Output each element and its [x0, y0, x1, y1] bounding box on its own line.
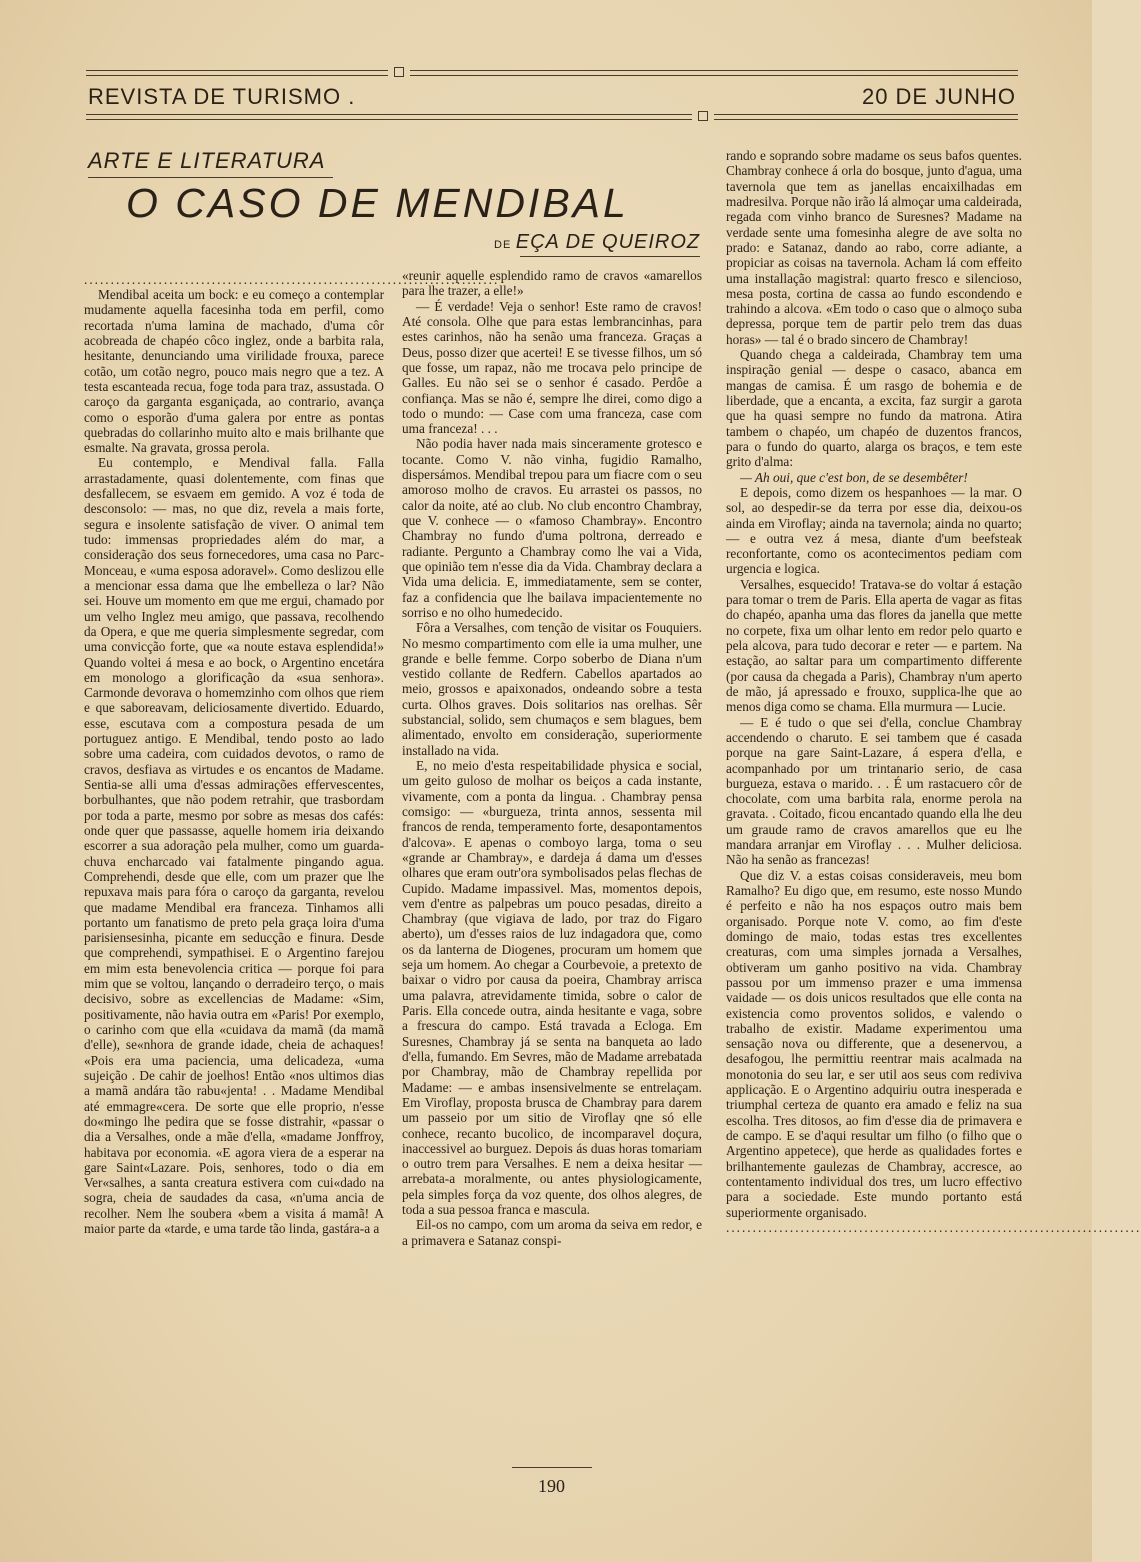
paragraph: — E é tudo o que sei d'ella, conclue Chambray accendendo o charuto. E sei tambem que é casada porque na gare Saint-Lazare, á espera d'ella, e acompanhado por um trintanario serio, de casa burgueza, estava o marido. . . É um rastacuero côr de chocolate, com uma barbita rala, enorme perola na gravata. . Coitado, ficou encantado quando ella lhe deu um graude ramo de cravos amarellos que eu lhe mandara arranjar em Viroflay . . . Mulher deliciosa. Não ha senão as francezas! — [726, 714, 1022, 868]
paragraph: — É verdade! Veja o senhor! Este ramo de cravos! Até consola. Olhe que para estas lembrancinhas, para estes carinhos, não ha senão uma franceza. Graças a Deus, posso dizer que acertei! E se tivesse filhos, um só que fosse, um rapaz, não me trocava pelo principe de Galles. Eu não sei se o senhor é casado. Perdôe a confiança. Mas se não é, sempre lhe direi, como digo a todo o mundo: — Case com uma franceza, case com uma franceza! . . . — [402, 298, 702, 437]
byline-author: EÇA DE QUEIROZ — [515, 231, 701, 253]
column-1 — [84, 272, 500, 1237]
page-number-rule — [512, 1467, 592, 1468]
header-ornament-top — [394, 67, 404, 77]
section-underline — [88, 177, 333, 178]
byline-underline — [520, 256, 700, 257]
page-number: 190 — [538, 1476, 565, 1496]
paragraph: Mendibal aceita um bock: e eu começo a contemplar mudamente aquella facesinha toda em perfil, como recortada n'uma lamina de machado, d'uma côr acobreada de chapéo côco inglez, onde a barbita rala, hesitante, denunciando uma virilidade frouxa, parece cotão, um cotão negro, pouco mais negro que a tez. A testa escanteada recua, foge toda para traz, assustada. O caroço da garganta esganiçada, ao contrario, avança como o esporão d'uma galera por entre as pontas quebradas do collarinho muito alto e mais brilhante que esmalte. Na gravata, grossa perola. — [84, 287, 384, 456]
paragraph: E depois, como dizem os hespanhoes — la mar. O sol, ao despedir-se da terra por esse dia, deixou-os ainda em Viroflay; ainda na tavernola; ainda no quarto; — e outra vez á mesa, diante d'um beefsteak reconfortante, como os acontecimentos pediam com urgencia e logica. — [726, 484, 1022, 577]
paragraph: E, no meio d'esta respeitabilidade physica e social, um geito guloso de molhar os beiços a cada instante, vivamente, com a ponta da lingua. . Chambray pensa comsigo: — «burgueza, trinta annos, sessenta mil francos de renda, temperamento forte, desapontamentos d'alcova». E apenas o comboyo larga, toma o seu «grande ar Chambray», e dardeja á dama um d'esses olhares que eram outr'ora symbolisados pelas flechas de Cupido. Madame impassivel. Mas, momentos depois, vem d'entre as palpebras um pouco pesadas, direito a Chambray (que vigiava de lado, por traz do Figaro aberto), um d'esses raios de luz indagadora que, como os da lanterna de Diogenes, procuram um homem que seja um homem. Ao chegar a Courbevoie, a pretexto de baixar o vidro por causa da poeira, Chambray arrisca uma palavra, atrevidamente timida, sobre o calor de Paris. Ella concede outra, ainda hesitante e vaga, sobre a frescura do campo. Está travada a Ecloga. Em Suresnes, Chambray já se senta na banqueta ao lado d'ella, fumando. Em Sevres, mão de Madame arrebatada por Chambray, mão de Chambray repellida por Madame: — e ambas insensivelmente se entrelaçam. Em Viroflay, proposta brusca de Chambray para darem um passeio por um sitio de Viroflay qne só elle conhece, recanto bucolico, de incomparavel doçura, inaccessivel ao burguez. Depois ás duas horas tomariam o outro trem para Versalhes. E nem a deixa hesitar — arrebata-a moralmente, ou antes physiologicamente, pela simples força da voz quente, dos olhos alegres, de toda a sua pessoa franca e mascula. — [402, 758, 702, 1218]
paragraph: Versalhes, esquecido! Tratava-se do voltar á estação para tomar o trem de Paris. Ella aperta de vagar as fitas do chapéo, apanha uma das flores da janella que mette no corpete, fixa um olhar lento em redor pelo quarto e pela alcova, para tudo decorar e reter — e partem. Na estação, ao saltar para um compartimento differente (por causa da chegada a Paris), Chambray n'um aperto de mão, já apressado e frouxo, supplica-lhe que ao menos diga como se chama. Ella murmura — Lucie. — [726, 576, 1022, 715]
header-ornament-bottom — [698, 111, 708, 121]
ellipsis-leader: .............................................................................. — [84, 272, 500, 287]
byline-prefix: DE — [494, 239, 512, 251]
paragraph: Quando chega a caldeirada, Chambray tem uma inspiração genial — despe o casaco, abanca em mangas de camisa. É um rasgo de bohemia e de liberdade, que a encanta, a excita, faz surgir a garota que ha quasi sempre no fundo da matrona. Atira tambem o chapéo, um chapéo de duzentos francos, para o fundo do quarto, alarga os braços, e tem este grito d'alma: — [726, 347, 1022, 470]
header-top-rule-left — [86, 70, 388, 76]
paragraph: rando e soprando sobre madame os seus bafos quentes. Chambray conhece á orla do bosque, junto d'agua, uma tavernola que tem as janellas encaixilhadas em madresilva. Porque não irão lá almoçar uma caldeirada, regada com vinho branco de Suresnes? Madame na verdade sente uma fomesinha alegre de ave solta no prado: e Satanaz, dando ao rabo, corre adiante, a propiciar as coisas na tavernola. Acham lá com effeito uma installação magistral: quarto fresco e silencioso, mesa posta, cortina de cassa ao fundo escondendo e trahindo a alcova. «Em todo o caso que o almoço suba depressa, porque tem de partir pelo trem das duas horas» — tal é o brado sincero de Chambray! — [726, 148, 1022, 347]
header-top-rule-right — [410, 70, 1018, 76]
paragraph: Eil-os no campo, com um aroma da seiva em redor, e a primavera e Satanaz conspi- — [402, 1217, 702, 1248]
paragraph: — Ah oui, que c'est bon, de se desembêter! — [740, 469, 968, 485]
paragraph: Não podia haver nada mais sinceramente grotesco e tocante. Como V. não vinha, fugidio Ramalho, dispersámos. Mendibal trepou para um fiacre com o seu amoroso molho de cravos. Eu arrastei os passos, no calor da noite, até ao club. No club encontro Chambray, que V. conhece — o «famoso Chambray». Encontro Chambray no fundo d'uma poltrona, derreado e radiante. Pergunto a Chambray como lhe vai a Vida, que opinião tem n'esse dia da Vida. Chambray declara a Vida uma delicia. E, immediatamente, sem se conter, faz a confidencia que lhe bailava impacientemente no sorriso e no olho humedecido. — [402, 436, 702, 620]
paragraph: Eu contemplo, e Mendival falla. Falla arrastadamente, quasi dolentemente, com finas que desfallecem, se esvaem em gemido. A voz é toda de desconsolo: — mas, no que diz, revela a mais forte, segura e insolente satisfação de viver. O animal tem tudo: immensas propriedades além do mar, a consideração dos seus fornecedores, uma casa no Parc-Monceau, e «uma esposa adoravel». Como deslizou elle a mencionar essa dama que lhe embelleza o lar? Não sei. Houve um momento em que me ergui, chamado por um velho Inglez meu amigo, que passava, recolhendo da Opera, e que me queria simplesmente segredar, com uma convicção forte, que «a noute estava esplendida!» Quando voltei á mesa e ao bock, o Argentino encetára em monologo a glorificação da «sua senhora». Carmonde devorava o homemzinho com olhos que riem e que saboreavam, deliciosamente divertido. Eduardo, esse, escutava com a compostura pesada de um portuguez antigo. E Mendibal, tendo posto ao lado sobre uma cadeira, com cuidados devotos, o ramo de cravos, desfiava as virtudes e os encantos de Madame. Sentia-se alli uma d'essas admirações effervescentes, borbulhantes, que não podem retrahir, que trasbordam por toda a parte, mesmo por sobre as mesas dos cafés: onde quer que passasse, aquelle homem iria deixando escorrer a sua adoração pela mulher, como um guarda-chuva encharcado vai fatalmente pingando agua. Comprehendi, desde que elle, com um prazer que lhe repuxava mais para fóra o caroço da garganta, revelou que madame Mendibal era franceza. Tinhamos alli portanto um fanatismo de preto pela graça loira d'uma parisiensesinha, picante em seducção e finura. Desde que comprehendi, sympathisei. E o Argentino farejou em mim esta benevolencia critica — porque foi para mim que se voltou, lançando o derradeiro terço, o mais decisivo, sobre as excellencias de Madame: «Sim, positivamente, não havia outra em «Paris! Por exemplo, o carinho com que ella «cuidava da mamã (da mamã d'elle), se«nhora de grande idade, cheia de achaques! «Pois era uma paciencia, uma delicadeza, «uma sujeição . De cahir de joelhos! Então «nos ultimos dias a mamã andára tão rabu«jenta! . . Madame Mendibal até emmagre«cera. De sorte que elle proprio, n'esse do«mingo lhe pedira que se fosse distrahir, «passar o dia a Versalhes, onde a mãe d'ella, «madame Jonffroy, habitava por economia. «E agora viera de a esperar na gare Saint«Lazare. Pois, senhores, todo o dia em Ver«salhes, a santa creatura estivera com cui«dado na sogra, cheia de saudades da casa, «n'uma ancia de recolher. Nem lhe soubera «bem a visita á mamã! A maior parte da «tarde, e uma tarde tão linda, gastára-a a — [84, 455, 384, 1237]
magazine-title: REVISTA DE TURISMO . — [88, 84, 356, 109]
byline — [494, 231, 700, 254]
header-bottom-rule-right — [714, 114, 1018, 120]
section-heading: ARTE E LITERATURA — [88, 148, 326, 173]
paragraph: Fôra a Versalhes, com tenção de visitar os Fouquiers. No mesmo compartimento com elle ia uma mulher, une grande e belle femme. Corpo soberbo de Diana n'um vestido collante de Redfern. Cabellos apartados ao meio, grossos e apaixonados, ondeando sobre a testa curta. Olhos graves. Dois solitarios nas orelhas. Sêr substancial, solido, sem chumaços e sem blagues, bem alimentado, envolto em consideração, superiormente installado na vida. — [402, 620, 702, 758]
issue-date: 20 DE JUNHO — [861, 84, 1016, 109]
column-3 — [726, 148, 1141, 1235]
ellipsis-trailer: .............................................................................. — [726, 1219, 1141, 1235]
column-2 — [402, 268, 702, 1248]
paragraph: Que diz V. a estas coisas consideraveis, meu bom Ramalho? Eu digo que, em resumo, este nosso Mundo é perfeito e não ha nos espaços outro mais bem organisado. Porque note V. como, ao fim d'este domingo de maio, todas estas tres excellentes creaturas, com uma simples jornada a Versalhes, obtiveram um ganho positivo na vida. Chambray passou por um immenso prazer e uma immensa vaidade — os dois unicos resultados que elle conta na existencia como proventos solidos, e valendo o trabalho de existir. Madame experimentou uma sensação nova ou differente, que a desenervou, a desafogou, lhe permittiu reentrar mais acalmada na monotonia do seu lar, e ser util aos seus com rediviva applicação. E o Argentino adquiriu outra inesperada e triumphal certeza de quanto era amado e feliz na sua escolha. Tres ditosos, ao fim d'esse dia de primavera e de campo. E se d'aqui resultar um filho (o filho que o Argentino appetece), que herde as qualidades fortes e brilhantemente gaulezas de Chambray, accresce, ao contentamento individual dos tres, um lucro effectivo para a sociedade. Este mundo portanto está superiormente organisado. — [726, 867, 1022, 1220]
header-bottom-rule-left — [86, 114, 692, 120]
paragraph: «reunir aquelle esplendido ramo de cravos «amarellos para lhe trazer, a elle!» — [402, 268, 702, 299]
article-title: O CASO DE MENDIBAL — [126, 180, 629, 226]
